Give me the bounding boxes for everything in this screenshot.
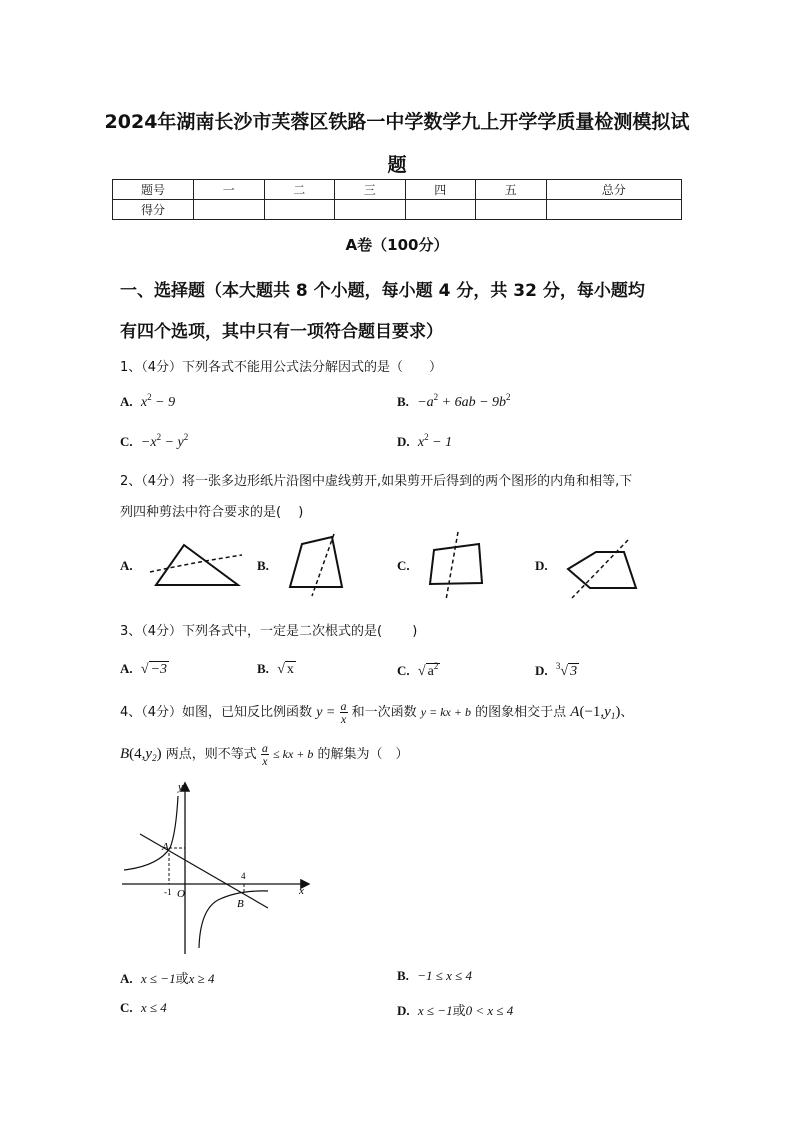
linear-line <box>140 834 268 908</box>
q4-option-d-math: x ≤ −1 <box>417 1003 453 1018</box>
option-label: D. <box>397 434 410 449</box>
q4-option-a-math: x ≤ −1 <box>140 971 176 986</box>
question-2-stem: 2、（4分）将一张多边形纸片沿图中虚线剪开,如果剪开后得到的两个图形的内角和相等,下 <box>120 474 633 489</box>
tick-label: 4 <box>241 871 246 881</box>
q4-inequality: ≤ kx + b <box>273 747 314 761</box>
hyperbola-branch-left <box>124 796 178 870</box>
q2-option-d[interactable] <box>535 558 548 574</box>
option-label: A. <box>120 971 133 986</box>
q4-option-d-math2: 0 < x ≤ 4 <box>465 1003 514 1018</box>
option-label: C. <box>120 434 133 449</box>
q1-option-a-math: $x^2 - 9$ <box>140 392 176 410</box>
section-heading-continued: 有四个选项，其中只有一项符合题目要求） <box>120 322 443 342</box>
q4-stem-part: 两点，则不等式 <box>165 747 257 762</box>
y-axis-label: y <box>178 781 183 793</box>
q3-option-d-math: $^3$√ 3 <box>555 661 578 679</box>
q1-option-b[interactable] <box>397 392 511 411</box>
q3-option-a-math: √ −3 <box>140 662 168 677</box>
x-axis-label: x <box>299 885 304 897</box>
q4-fraction: $\frac{a}{x}$ <box>340 699 347 726</box>
q1-option-b-math: $-a^2 + 6ab - 9b^2$ <box>417 392 511 410</box>
option-label: D. <box>397 1003 410 1018</box>
q2-figure-d <box>562 538 642 600</box>
score-header-cell: 三 <box>335 180 406 200</box>
q4-linear-func: y = kx + b <box>420 705 471 719</box>
q3-option-a[interactable] <box>120 661 169 678</box>
q4-stem-part: 和一次函数 <box>351 705 417 720</box>
question-2-stem-continued: 列四种剪法中符合要求的是( ) <box>120 505 304 520</box>
q1-option-a[interactable] <box>120 392 175 411</box>
q2-option-c[interactable] <box>397 558 410 574</box>
score-header-cell: 题号 <box>113 180 194 200</box>
score-header-cell: 总分 <box>546 180 682 200</box>
q4-graph <box>118 778 318 958</box>
q4-option-c[interactable] <box>120 1000 167 1016</box>
option-label: D. <box>535 558 548 573</box>
option-label: D. <box>535 663 548 678</box>
hyperbola-branch-right <box>199 891 268 948</box>
q4-option-d[interactable] <box>397 1000 513 1019</box>
tick-label: -1 <box>164 887 172 897</box>
page-title-continued: 题 <box>387 154 407 176</box>
q2-figure-b <box>282 532 352 598</box>
score-header-cell: 二 <box>264 180 335 200</box>
option-label: B. <box>397 968 409 983</box>
q4-stem-part: 的解集为（ ） <box>317 747 409 762</box>
or-word: 或 <box>452 1004 466 1019</box>
q4-point-b: $B(4,y_2)$ <box>120 746 162 763</box>
page-title: 2024年湖南长沙市芙蓉区铁路一中学数学九上开学学质量检测模拟试 <box>104 111 690 133</box>
q1-option-c-math: $-x^2 - y^2$ <box>140 432 189 450</box>
q3-option-c-math: √ $a^2$ <box>417 661 439 679</box>
q4-option-b[interactable] <box>397 968 472 984</box>
q4-inverse-func: y = <box>316 705 336 720</box>
q3-option-c[interactable] <box>397 661 440 680</box>
question-4-stem-continued <box>120 742 409 767</box>
q1-option-d[interactable] <box>397 432 452 451</box>
q2-option-a[interactable] <box>120 558 133 574</box>
score-cell[interactable] <box>546 200 682 220</box>
volume-heading: A卷（100分） <box>345 236 449 254</box>
section-heading: 一、选择题（本大题共 8 个小题，每小题 4 分，共 32 分，每小题均 <box>120 281 645 301</box>
q4-option-b-math: −1 ≤ x ≤ 4 <box>417 968 472 983</box>
question-4-stem: 4、（4分）如图，已知反比例函数 y = $\frac{a}{x}$ 和一次函数 y = kx + b 的图象相交于点 $A(-1,y_1)$、 <box>120 699 634 726</box>
score-header-cell: 四 <box>405 180 476 200</box>
score-table-header-row <box>113 180 682 200</box>
option-label: B. <box>257 661 269 676</box>
score-cell[interactable] <box>476 200 547 220</box>
point-b-label: B <box>237 898 244 910</box>
q3-option-b-math: √ x <box>277 662 294 677</box>
option-label: A. <box>120 558 133 573</box>
q2-figure-c <box>424 528 494 602</box>
q2-option-b[interactable] <box>257 558 269 574</box>
q4-option-a-math2: x ≥ 4 <box>188 971 215 986</box>
q4-option-c-math: x ≤ 4 <box>140 1000 167 1015</box>
or-word: 或 <box>175 972 189 987</box>
option-label: B. <box>397 394 409 409</box>
option-label: B. <box>257 558 269 573</box>
option-label: A. <box>120 661 133 676</box>
q4-stem-part: 4、（4分）如图，已知反比例函数 <box>120 705 313 720</box>
point-a-label: A <box>162 841 169 853</box>
q4-option-a[interactable] <box>120 968 215 987</box>
score-cell[interactable] <box>264 200 335 220</box>
q1-option-c[interactable] <box>120 432 188 451</box>
option-label: A. <box>120 394 133 409</box>
origin-label: O <box>177 888 185 900</box>
score-header-cell: 五 <box>476 180 547 200</box>
question-1-stem: 1、（4分）下列各式不能用公式法分解因式的是（ ） <box>120 360 443 375</box>
option-label: C. <box>397 663 410 678</box>
q4-fraction: $\frac{a}{x}$ <box>261 741 268 768</box>
score-header-cell: 一 <box>194 180 265 200</box>
option-label: C. <box>397 558 410 573</box>
q1-option-d-math: $x^2 - 1$ <box>417 432 453 450</box>
score-cell[interactable] <box>194 200 265 220</box>
q3-option-b[interactable] <box>257 661 296 678</box>
score-cell[interactable] <box>405 200 476 220</box>
score-table <box>112 179 682 220</box>
score-row-label: 得分 <box>113 200 194 220</box>
q2-figure-a <box>146 540 246 592</box>
question-3-stem: 3、（4分）下列各式中，一定是二次根式的是( ) <box>120 624 418 639</box>
score-cell[interactable] <box>335 200 406 220</box>
score-table-score-row <box>113 200 682 220</box>
q3-option-d[interactable] <box>535 661 579 680</box>
q4-stem-part: 的图象相交于点 <box>475 705 567 720</box>
option-label: C. <box>120 1000 133 1015</box>
q4-point-a: $A(-1,y_1)$ <box>570 704 621 721</box>
